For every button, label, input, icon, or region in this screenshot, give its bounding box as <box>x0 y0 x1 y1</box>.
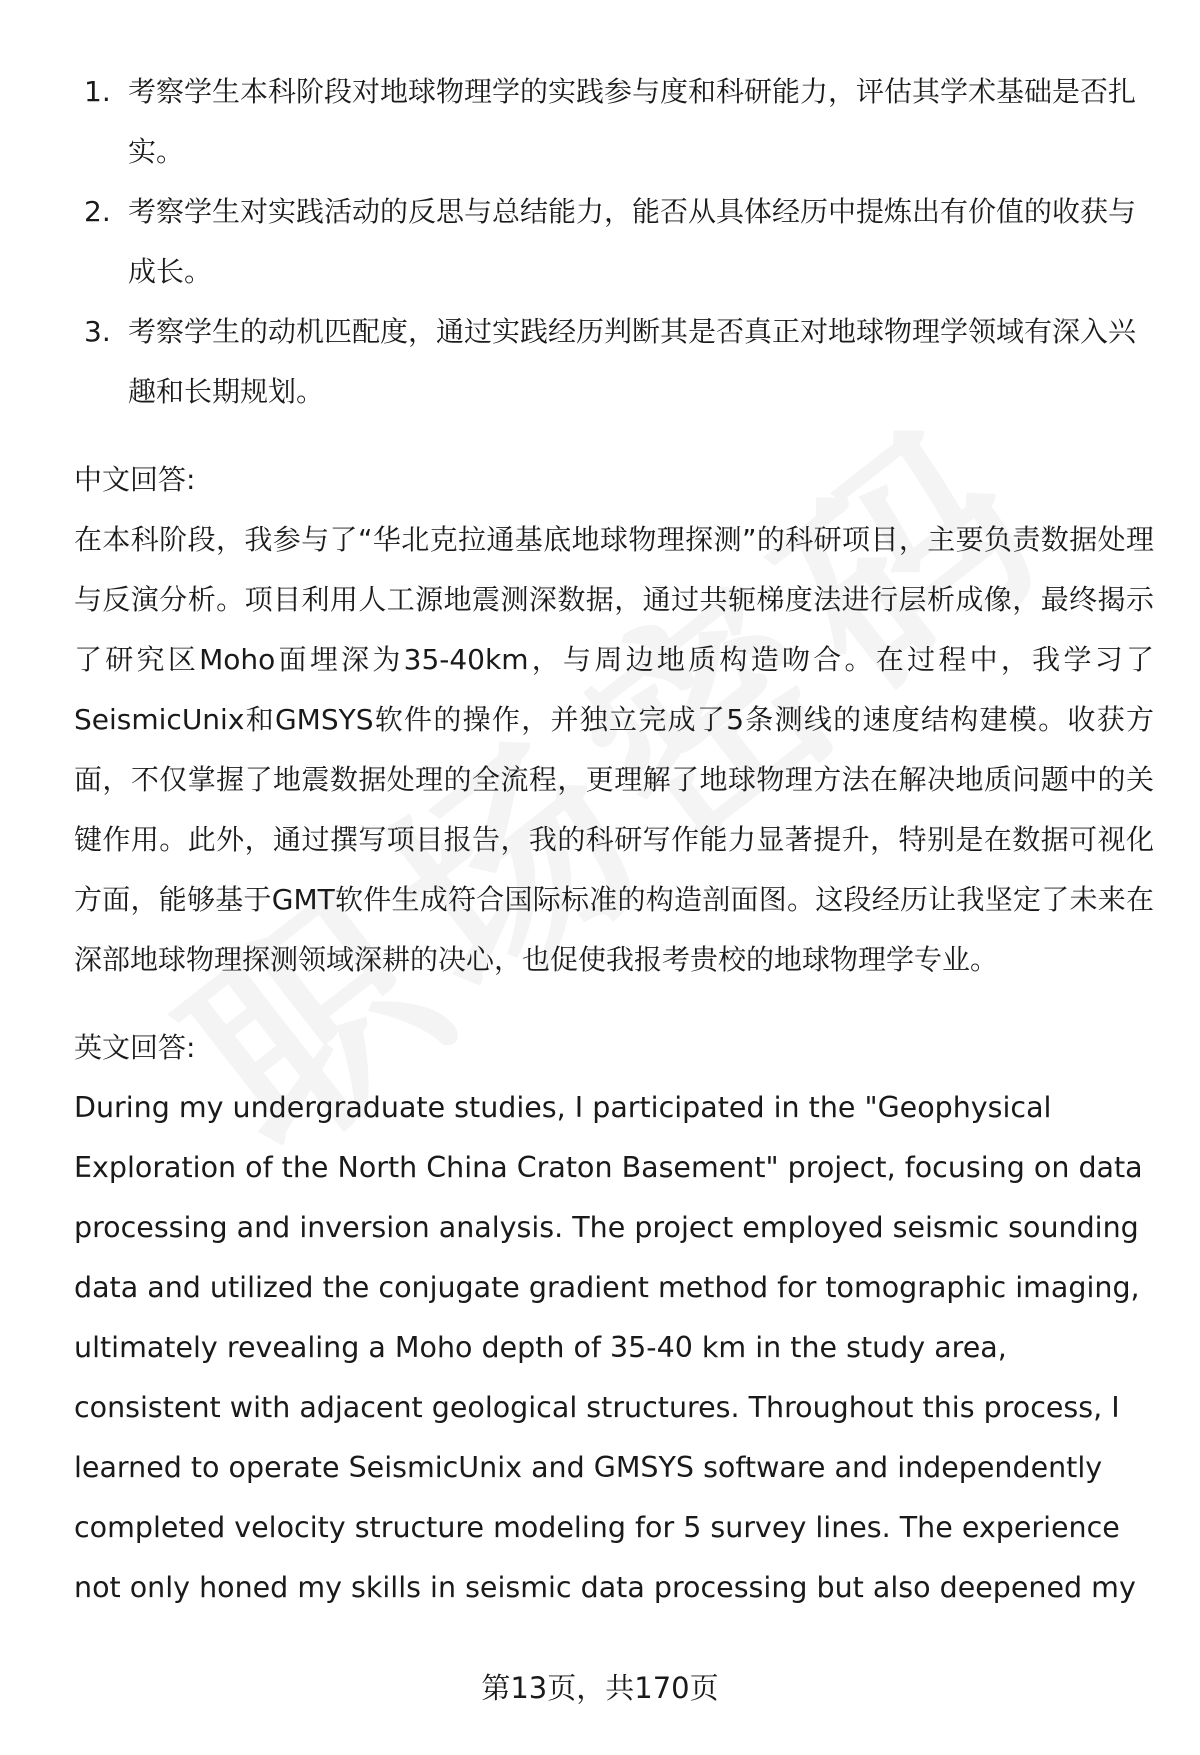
criteria-item <box>74 62 1154 182</box>
english-answer-text: During my undergraduate studies, I participated in the "Geophysical Exploration of the North China Craton Basement" project, focusing on data processing and inversion analysis. The project employed seismic sounding data and utilized the conjugate gradient method for tomographic imaging, ultimately revealing a Moho depth of 35-40 km in the study area, consistent with adjacent geological structures. Throughout this process, I learned to operate SeismicUnix and GMSYS software and independently completed velocity structure modeling for 5 survey lines. The experience not only honed my skills in seismic data processing but also deepened my <box>74 1091 1143 1604</box>
criteria-text: 考察学生本科阶段对地球物理学的实践参与度和科研能力，评估其学术基础是否扎实。 <box>128 75 1137 168</box>
english-answer-label: 英文回答: <box>74 1031 196 1064</box>
criteria-number: 1. <box>84 75 111 108</box>
chinese-answer-text: 在本科阶段，我参与了“华北克拉通基底地球物理探测”的科研项目，主要负责数据处理与反演分析。项目利用人工源地震测深数据，通过共轭梯度法进行层析成像，最终揭示了研究区Moho面埋深为35-40km，与周边地质构造吻合。在过程中，我学习了SeismicUnix和GMSYS软件的操作，并独立完成了5条测线的速度结构建模。收获方面，不仅掌握了地震数据处理的全流程，更理解了地球物理方法在解决地质问题中的关键作用。此外，通过撰写项目报告，我的科研写作能力显著提升，特别是在数据可视化方面，能够基于GMT软件生成符合国际标准的构造剖面图。这段经历让我坚定了未来在深部地球物理探测领域深耕的决心，也促使我报考贵校的地球物理学专业。 <box>74 523 1154 976</box>
criteria-item <box>74 302 1154 422</box>
page-content <box>74 62 1154 1618</box>
chinese-answer-label: 中文回答: <box>74 463 196 496</box>
criteria-text: 考察学生对实践活动的反思与总结能力，能否从具体经历中提炼出有价值的收获与成长。 <box>128 195 1137 288</box>
criteria-number: 3. <box>84 315 111 348</box>
page-number-footer: 第13页，共170页 <box>481 1671 719 1705</box>
criteria-item <box>74 182 1154 302</box>
criteria-text: 考察学生的动机匹配度，通过实践经历判断其是否真正对地球物理学领域有深入兴趣和长期规划。 <box>128 315 1137 408</box>
criteria-number: 2. <box>84 195 111 228</box>
criteria-list <box>74 62 1154 422</box>
